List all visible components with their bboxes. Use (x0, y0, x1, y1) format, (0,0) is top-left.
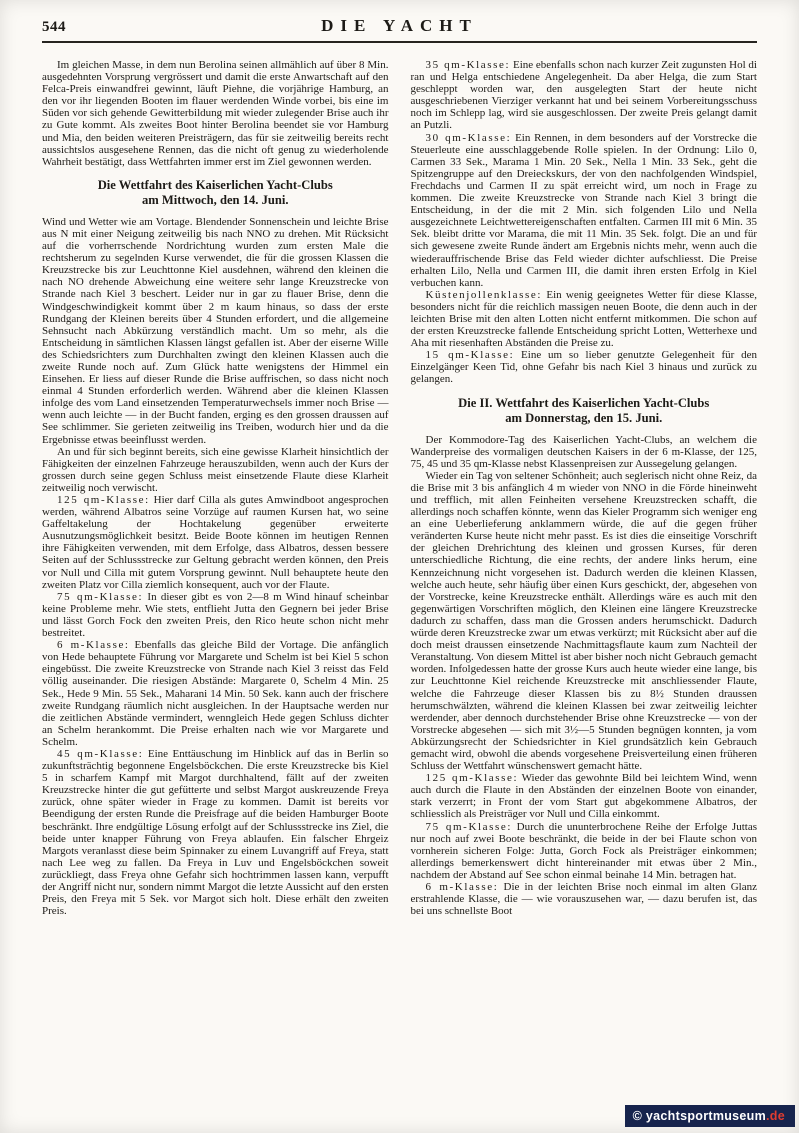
class-label: 75 qm-Klasse: (425, 820, 513, 833)
header-rule (42, 41, 757, 43)
page-header (42, 16, 757, 36)
paragraph-class-report (411, 772, 758, 820)
class-label: 15 qm-Klasse: (425, 349, 515, 362)
page-number: 544 (42, 19, 66, 35)
watermark-domain: .de (766, 1109, 785, 1123)
paragraph-text: Die in der leichten Brise noch einmal im alten Glanz erstrahlende Klasse, die — wie vorauszusehen war, — dazu berufen ist, das bei uns schnellste Boot (410, 881, 757, 918)
paragraph-class-report (411, 289, 758, 349)
paragraph-class-report (411, 881, 758, 917)
paragraph-text: Wieder das gewohnte Bild bei leichtem Wind, wenn auch durch die Flaute in den Abständen der einzelnen Boote von einander, stark verzerrt; in Front der vom Start gut abgekommene Albatros, der schliesslich als Preisträger vor Null und Cilla einkommt. (410, 772, 757, 821)
section-heading-line2: am Mittwoch, den 14. Juni. (141, 192, 289, 207)
section-heading (411, 396, 758, 426)
article-body (42, 59, 757, 917)
right-column (411, 59, 758, 917)
paragraph (42, 216, 389, 446)
paragraph-text: In dieser gibt es von 2—8 m Wind hinauf scheinbar keine Probleme mehr. Wie stets, entflieht Jutta den Gegnern bei jeder Brise und lässt Gorch Fock den zweiten Preis, den Rico heute schon nicht mehr bestreitet. (42, 590, 389, 640)
paragraph-class-report (411, 349, 758, 385)
class-label: 6 m-Klasse: (57, 639, 130, 652)
paragraph-text: Eine ebenfalls schon nach kurzer Zeit zugunsten Hol di ran und Helga entschiedene Angelegenheit. Da aber Helga, die zum Start geschleppt worden war, den ausgelegten Start der heute nicht ausgeschriebenen Vierziger verkannt hat und bei seinem Vorbereitungsschuss noch im Schlepp lag, wird sie ausgeschlossen. Der zweite Preis gelangt damit an Putzli. (410, 59, 757, 132)
watermark-text: © yachtsportmuseum (632, 1109, 767, 1123)
paragraph (411, 470, 758, 772)
class-label: 125 qm-Klasse: (425, 772, 519, 785)
paragraph-text: An und für sich beginnt bereits, sich eine gewisse Klarheit hinsichtlich der Fähigkeiten der einzelnen Fahrzeuge herauszubilden, wenn auch der Kurs der grossen durch seine gegen Schluss meist einsetzende Flaute diese Klarheit zeitweilig noch verwischt. (42, 445, 389, 494)
paragraph-text: Wind und Wetter wie am Vortage. Blendender Sonnenschein und leichte Brise aus N mit einer Neigung zeitweilig bis nach NNO zu drehen. Mit Rücksicht auf die vorherrschende Nordrichtung wurden zum ersten Male die rechtsherum zu segelnden Kurse verwendet, die für die grossen Klassen die Kreuzstrecke bis zur Leuchttonne Kiel ausdehnen, während den kleinen die nach NO drehende Abweichung eine weitere sehr lange Kreuzstrecke von Strande nach Kiel 3 beschert. Leider nur in gar zu flauer Brise, denn die Windgeschwindigkeit kommt über 2 m kaum hinaus, so dass der erste Rundgang der Kleinen bereits über 4 Stunden erfordert, und die allgemeine Sehnsucht nach Abkürzung verständlich macht. Um so mehr, als die Entscheidung in sämtlichen Klassen längst gefallen ist. Aber der eiserne Wille des Schiedsrichters zum Durchhalten zwingt den kleinen Klassen auch die zweite Runde noch auf. Zum Glück hatte wenigstens der Himmel ein Einsehen. Er liess auf dieser Runde die Brise auffrischen, so dass nicht noch einmal 4 Stunden erforderlich werden. Während aber die kleinen Klassen infolge des vom Land einsetzenden Temperaturwechsels immer noch Brise — wenn auch leichte — in der Bucht fanden, erging es den grossen draussen auf See schlimmer. Sie gerieten zeitweilig ins Treiben, wodurch hier und da die Ergebnisse etwas beeinflusst werden. (42, 215, 389, 446)
paragraph-text: Durch die ununterbrochene Reihe der Erfolge Juttas nur noch auf zwei Boote beschränkt, die beide in der bei Flaute schon von vornherein sicheren Folge: Jutta, Gorch Fock als Preisträger einkommen; allerdings bemerkenswert dicht hintereinander mit etwas über 2 Min., nachdem der Abstand auf See schon einmal beinahe 14 Min. betragen hat. (410, 820, 757, 881)
class-label: 6 m-Klasse: (425, 881, 499, 893)
paragraph-class-report (42, 748, 389, 917)
paragraph-text: Ein Rennen, in dem besonders auf der Vorstrecke die Steuerleute eine ausschlaggebende Rolle spielen. In der Ordnung: Lilo 0, Carmen 33 Sek., Marama 1 Min. 20 Sek., Nella 1 Min. 33 Sek., geht die Spitzengruppe auf den Dreieckskurs, der von den nachfolgenden Windspiel, Frechdachs und Carmen II zu spät erreicht wird, um noch in Frage zu kommen. Die zweite Kreuzstrecke von Strande nach Kiel 3 bringt die Entscheidung, in der die mit 2 Min. sich folgenden Lilo und Nella ausgezeichnete Leichtwettereigenschaften entfalten. Carmen III mit 6 Min. 35 Sek. bleibt dritte vor Marama, die mit 11 Min. 35 Sek. folgt. Die an und für sich gewesene zweite Runde ändert am Ergebnis nichts mehr, wenn auch die wiederauffrischende Brise das Feld wieder dichter aufschliesst. Die Preise erhalten Lilo, Nella und Carmen III, die damit ihren ersten Erfolg in Kiel verbuchen kann. (410, 131, 757, 289)
class-label: 75 qm-Klasse: (57, 590, 144, 603)
left-column (42, 59, 389, 917)
paragraph-class-report (42, 591, 389, 639)
paragraph (411, 434, 758, 470)
paragraph-class-report (411, 59, 758, 132)
class-label: 30 qm-Klasse: (425, 131, 512, 144)
paragraph-text: Eine um so lieber genutzte Gelegenheit für den Einzelgänger Keen Tid, ohne Gefahr bis nach Kiel 3 hinaus und zurück zu gelangen. (410, 349, 757, 386)
section-heading (42, 178, 389, 208)
paragraph-text: Der Kommodore-Tag des Kaiserlichen Yacht-Clubs, an welchem die Wanderpreise des vormaligen deutschen Kaisers in der 6 m-Klasse, der 125, 75, 45 und 35 qm-Klasse nebst Klassenpreisen zur Aussegelung gelangen. (410, 433, 757, 470)
class-label: 125 qm-Klasse: (57, 494, 150, 506)
paragraph-text: Ein wenig geeignetes Wetter für diese Klasse, besonders nicht für die reichlich massigen neuen Boote, die denn auch in der leichten Brise mit den alten Lotten nicht entfernt mitkommen. Die schon auf der ersten Kreuzstrecke fallende Entscheidung spricht Lotten, Wetterhexe und Aha mit riesenhaften Abständen die Preise zu. (410, 288, 757, 350)
paragraph-text: Wieder ein Tag von seltener Schönheit; auch seglerisch nicht ohne Reiz, da die Brise mit 3 bis anfänglich 4 m wieder von NNO in die Förde hineinweht und trefflich, mit allen Feinheiten versehene Kreuzstrecken schafft, die allerdings noch schaffen könnte, wenn das Kieler Programm sich weniger eng an eine Ueberlieferung anklammern würde, die auf die gegen früher veränderten Kurse heute nicht mehr passt. Es ist dies die einseitige Vorschrift der gleichen Drehrichtung des kleinen und grossen Kurses, für deren unterschiedliche Richtung, die eine rechts, der andere links herum, eine Kennzeichnung nicht vorgesehen ist. Dadurch werden die kleinen Klassen, welche auch heute, sehr häufig über einen Kurs geschickt, der, abgesehen von der Vorstrecke, keine Kreuzstrecke enthält. Allerdings wäre es auch mit den gegenwärtigen Vorschriften möglich, den Kleinen eine längere Kreuzstrecke dadurch zu schaffen, dass man die Grossen anders herumschickt. Dadurch würde deren Kreuzstrecke zwar um etwas verkürzt; mit Rücksicht aber auf die doch meist draussen einsetzende Nachmittagsflaute kaum zum Nachteil der Veranstaltung. Von diesem Mittel ist aber bisher noch nicht Gebrauch gemacht worden. Infolgedessen hatte der grosse Kurs auch heute wieder eine lange, bis zur Leuchttonne Kiel reichende Kreuzstrecke mit anschliessender Flaute, welche die Fahrzeuge dieser Klassen bis zu 8½ Stunden draussen herumschwälzten, während die kleinen Klassen bei zwar zeitweilig leichter werdender, aber dennoch durchstehender Brise ohne Kreuzstrecke — von der Vorstrecke abgesehen — sich mit 3½—5 Stunden begnügen konnten, ja vom Abkürzungsrecht der Schiedsrichter in Kiel grundsätzlich kein Gebrauch gemacht wird, obwohl die abends vorgesehene Preisverteilung einen früheren Schluss der Wettfahrt wünschenswert gemacht hätte. (410, 469, 757, 773)
paragraph-class-report (42, 639, 389, 748)
paragraph-text: Eine Enttäuschung im Hinblick auf das in Berlin so zukunftsträchtig begonnene Engelsböckchen. Die erste Kreuzstrecke bis Kiel 5 in scharfem Kampf mit Margot durchhaltend, fällt auf der zweiten Kreuzstrecke hinter die gut gefütterte und selbst Margot auskreuzende Freya zurück, ohne später wieder in Frage zu kommen. Damit ist bereits vor Beendigung der ersten Runde die Preisfrage auf die beiden Hamburger Boote beschränkt. Ihre endgültige Lösung erfolgt auf der Schlussstrecke ins Ziel, die beide unter knapper Führung von Freya ablaufen. Ein falscher Ehrgeiz Margots veranlasst diese beim Spinnaker zu einem Luvangriff auf Freya, statt nach Lee weg zu fallen. Da Freya in Luv und Engelsböckchen soweit zurückliegt, dass Freya ohne Gefahr sich hochtrimmen lassen kann, verpufft der Angriff nicht nur, sondern nimmt Margot die letzte Aussicht auf den ersten Preis, den Freya mit 5 Sek. vor Margot sich holt. Diese erhält den zweiten Preis. (42, 747, 389, 918)
section-heading-line1: Die Wettfahrt des Kaiserlichen Yacht-Clubs (97, 177, 333, 192)
class-label: 45 qm-Klasse: (57, 747, 144, 760)
paragraph-class-report (411, 821, 758, 881)
class-label: Küstenjollenklasse: (425, 288, 543, 301)
section-heading-line2: am Donnerstag, den 15. Juni. (505, 410, 663, 425)
paragraph-class-report (411, 132, 758, 289)
paragraph (42, 446, 389, 494)
paragraph (42, 59, 389, 168)
section-heading-line1: Die II. Wettfahrt des Kaiserlichen Yacht-Clubs (458, 395, 710, 410)
paragraph-text: Im gleichen Masse, in dem nun Berolina seinen allmählich auf über 8 Min. ausgedehnten Vorsprung vergrössert und damit die erste Anwartschaft auf den Felca-Preis einwandfrei gewinnt, läuft Piehne, die vorjährige Hamburg, an den vor ihr liegenden Booten im flauer werdenden Winde vorbei, bis eine im Süden vor sich gehende Gewitterbildung mit wieder zulegender Brise auch ihr zu Gute kommt. Als zweites Boot hinter Berolina beendet sie vor Hamburg und Mia, den beiden weiteren Preisträgern, das für sie zeitweilig bereits recht aussichtslos ausgesehene Rennen, das die nicht oft genug zu wiederholende Wahrheit bestätigt, dass Wettfahrten immer erst im Ziel gewonnen werden. (42, 59, 389, 168)
paragraph-text: Hier darf Cilla als gutes Amwindboot angesprochen werden, während Albatros seine Vorzüge auf raumen Kursen hat, wo seine Gaffeltakelung der Hochtakelung gegenüber erweiterte Ausnutzungsmöglichkeit besitzt. Beide Boote können im heutigen Rennen ihre Fähigkeiten verwenden, mit dem Erfolge, dass Albatros, dessen bessere Seiten auf der Schlussstrecke zur Geltung gebracht werden können, den Preis vor Null und Cilla mit gutem Vorsprung gewinnt. Null behauptete heute den zweiten Platz vor Cilla ziemlich konsequent, auch vor der Flaute. (42, 494, 389, 591)
paragraph-class-report (42, 494, 389, 591)
class-label: 35 qm-Klasse: (425, 59, 511, 71)
watermark-badge (625, 1105, 795, 1127)
paragraph-text: Ebenfalls das gleiche Bild der Vortage. Die anfänglich von Hede behauptete Führung vor Margarete und Schelm ist bei Kiel 5 schon eingebüsst. Die zweite Kreuzstrecke von Strande nach Kiel 3 reisst das Feld völlig auseinander. Die riesigen Abstände: Margarete 0, Schelm 4 Min. 25 Sek., Hede 9 Min. 55 Sek., Maharani 14 Min. 50 Sek. kann auch der frischere zweite Rundgang räumlich nicht ausgleichen. In der Hauptsache werden nur die zeitlichen Abstände vermindert, wenngleich Hede gegen Schluss dichter an Schelm herankommt. Die Preise erhalten nach wie vor Margarete und Schelm. (42, 639, 389, 748)
magazine-title: DIE YACHT (321, 16, 478, 35)
